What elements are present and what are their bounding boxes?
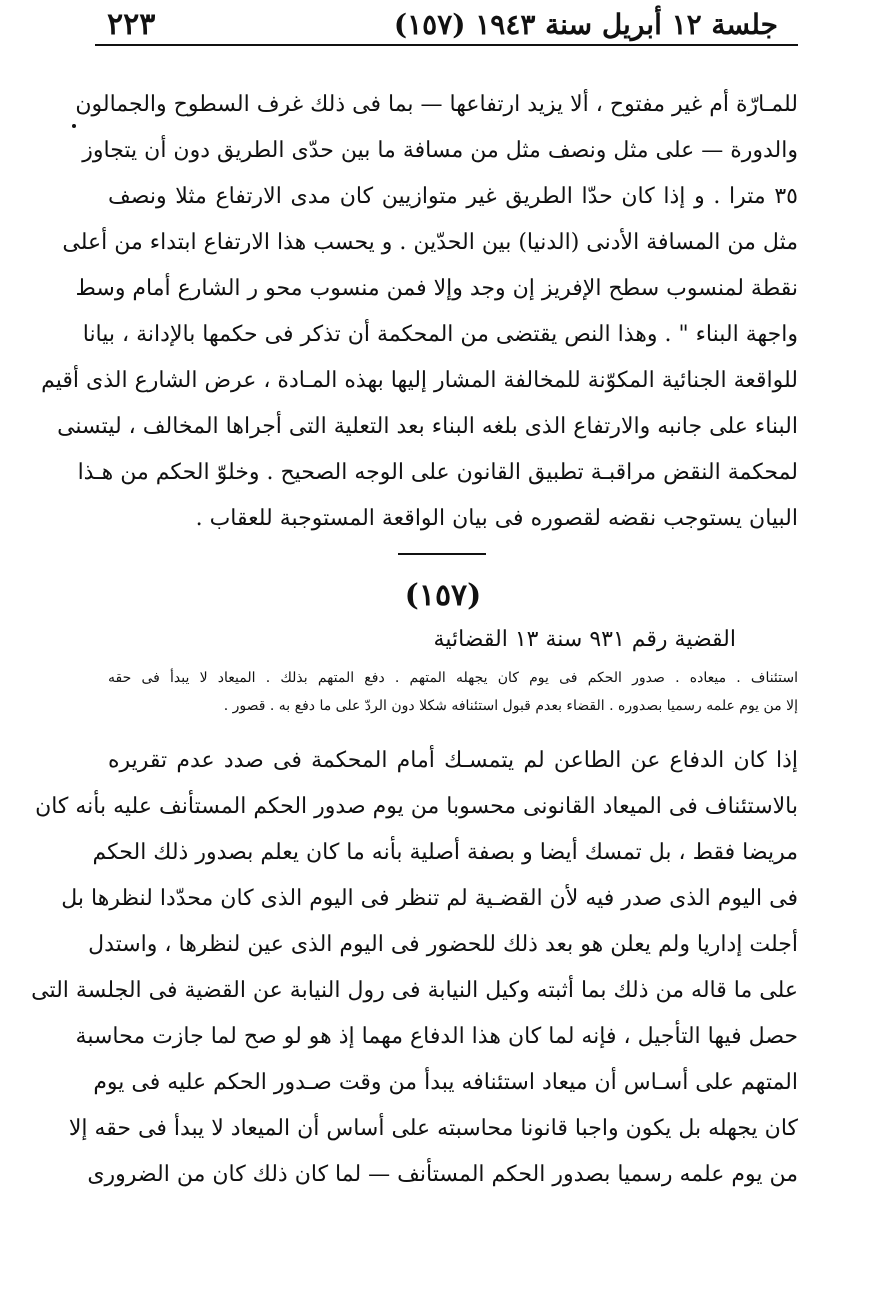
text-line: حصل فيها التأجيل ، فإنه لما كان هذا الدفاع مهما إذ هو لو صح لما جازت محاسبة: [75, 1024, 798, 1049]
text-line: بالاستئناف فى الميعاد القانونى محسوبا من يوم صدور الحكم المستأنف عليه بأنه كان: [35, 794, 798, 819]
case-reference: القضية رقم ٩٣١ سنة ١٣ القضائية: [433, 627, 736, 652]
text-line: للمـارّة أم غير مفتوح ، ألا يزيد ارتفاعها — بما فى ذلك غرف السطوح والجمالون: [75, 92, 798, 117]
text-line: كان يجهله بل يكون واجبا قانونا محاسبته على أساس أن الميعاد لا يبدأ فى حقه إلا: [68, 1116, 798, 1141]
text-line: ٣٥ مترا . و إذا كان حدّا الطريق غير متوازيين كان مدى الارتفاع مثلا ونصف: [108, 184, 798, 209]
text-line: على ما قاله من ذلك بما أثبته وكيل النيابة فى رول النيابة عن القضية فى الجلسة التى: [31, 978, 798, 1003]
text-line: مريضا فقط ، بل تمسك أيضا و بصفة أصلية بأنه ما كان يعلم بصدور ذلك الحكم: [92, 840, 798, 865]
headnote-line: إلا من يوم علمه رسميا بصدوره . القضاء بعدم قبول استئنافه شكلا دون الردّ على ما دفع به . قصور .: [223, 698, 798, 714]
headnote-line: استئناف . ميعاده . صدور الحكم فى يوم كان يجهله المتهم . دفع المتهم بذلك . الميعاد لا يبدأ فى حقه: [108, 670, 798, 686]
running-head: جلسة ١٢ أبريل سنة ١٩٤٣ (١٥٧): [393, 8, 778, 41]
text-line: للواقعة الجنائية المكوّنة للمخالفة المشار إليها بهذه المـادة ، عرض الشارع الذى أقيم: [41, 368, 798, 393]
page-number: ٢٢٣: [107, 7, 156, 42]
text-line: البناء على جانبه والارتفاع الذى بلغه البناء بعد التعلية التى أجراها المخالف ، ليتسنى: [57, 414, 798, 439]
text-line: مثل من المسافة الأدنى (الدنيا) بين الحدّين . و يحسب هذا الارتفاع ابتداء من أعلى: [62, 230, 798, 255]
section-divider: [398, 553, 486, 555]
text-line: البيان يستوجب نقضه لقصوره فى بيان الواقعة المستوجبة للعقاب .: [195, 506, 798, 531]
headnote: [108, 664, 798, 720]
text-line: نقطة لمنسوب سطح الإفريز إن وجد وإلا فمن منسوب محو ر الشارع أمام وسط: [75, 276, 798, 301]
top-paragraph: [41, 82, 798, 542]
page-header: [95, 6, 798, 46]
main-paragraph: [31, 738, 798, 1198]
text-line: والدورة — على مثل ونصف مثل من مسافة ما بين حدّى الطريق دون أن يتجاوز: [82, 138, 798, 163]
text-line: إذا كان الدفاع عن الطاعن لم يتمسـك أمام المحكمة فى صدد عدم تقريره: [108, 748, 798, 773]
text-line: من يوم علمه رسميا بصدور الحكم المستأنف — لما كان ذلك كان من الضرورى: [87, 1162, 798, 1187]
text-line: المتهم على أسـاس أن ميعاد استئنافه يبدأ من وقت صـدور الحكم عليه فى يوم: [93, 1070, 798, 1095]
text-line: واجهة البناء " . وهذا النص يقتضى من المحكمة أن تذكر فى حكمها بالإدانة ، بيانا: [82, 322, 798, 347]
text-line: فى اليوم الذى صدر فيه لأن القضـية لم تنظر فى اليوم الذى كان محدّدا لنظرها بل: [61, 886, 798, 911]
text-line: أجلت إداريا ولم يعلن هو بعد ذلك للحضور فى اليوم الذى عين لنظرها ، واستدل: [88, 932, 798, 957]
text-line: لمحكمة النقض مراقبـة تطبيق القانون على الوجه الصحيح . وخلوّ الحكم من هـذا: [77, 460, 798, 485]
case-number: (١٥٧): [404, 578, 482, 613]
